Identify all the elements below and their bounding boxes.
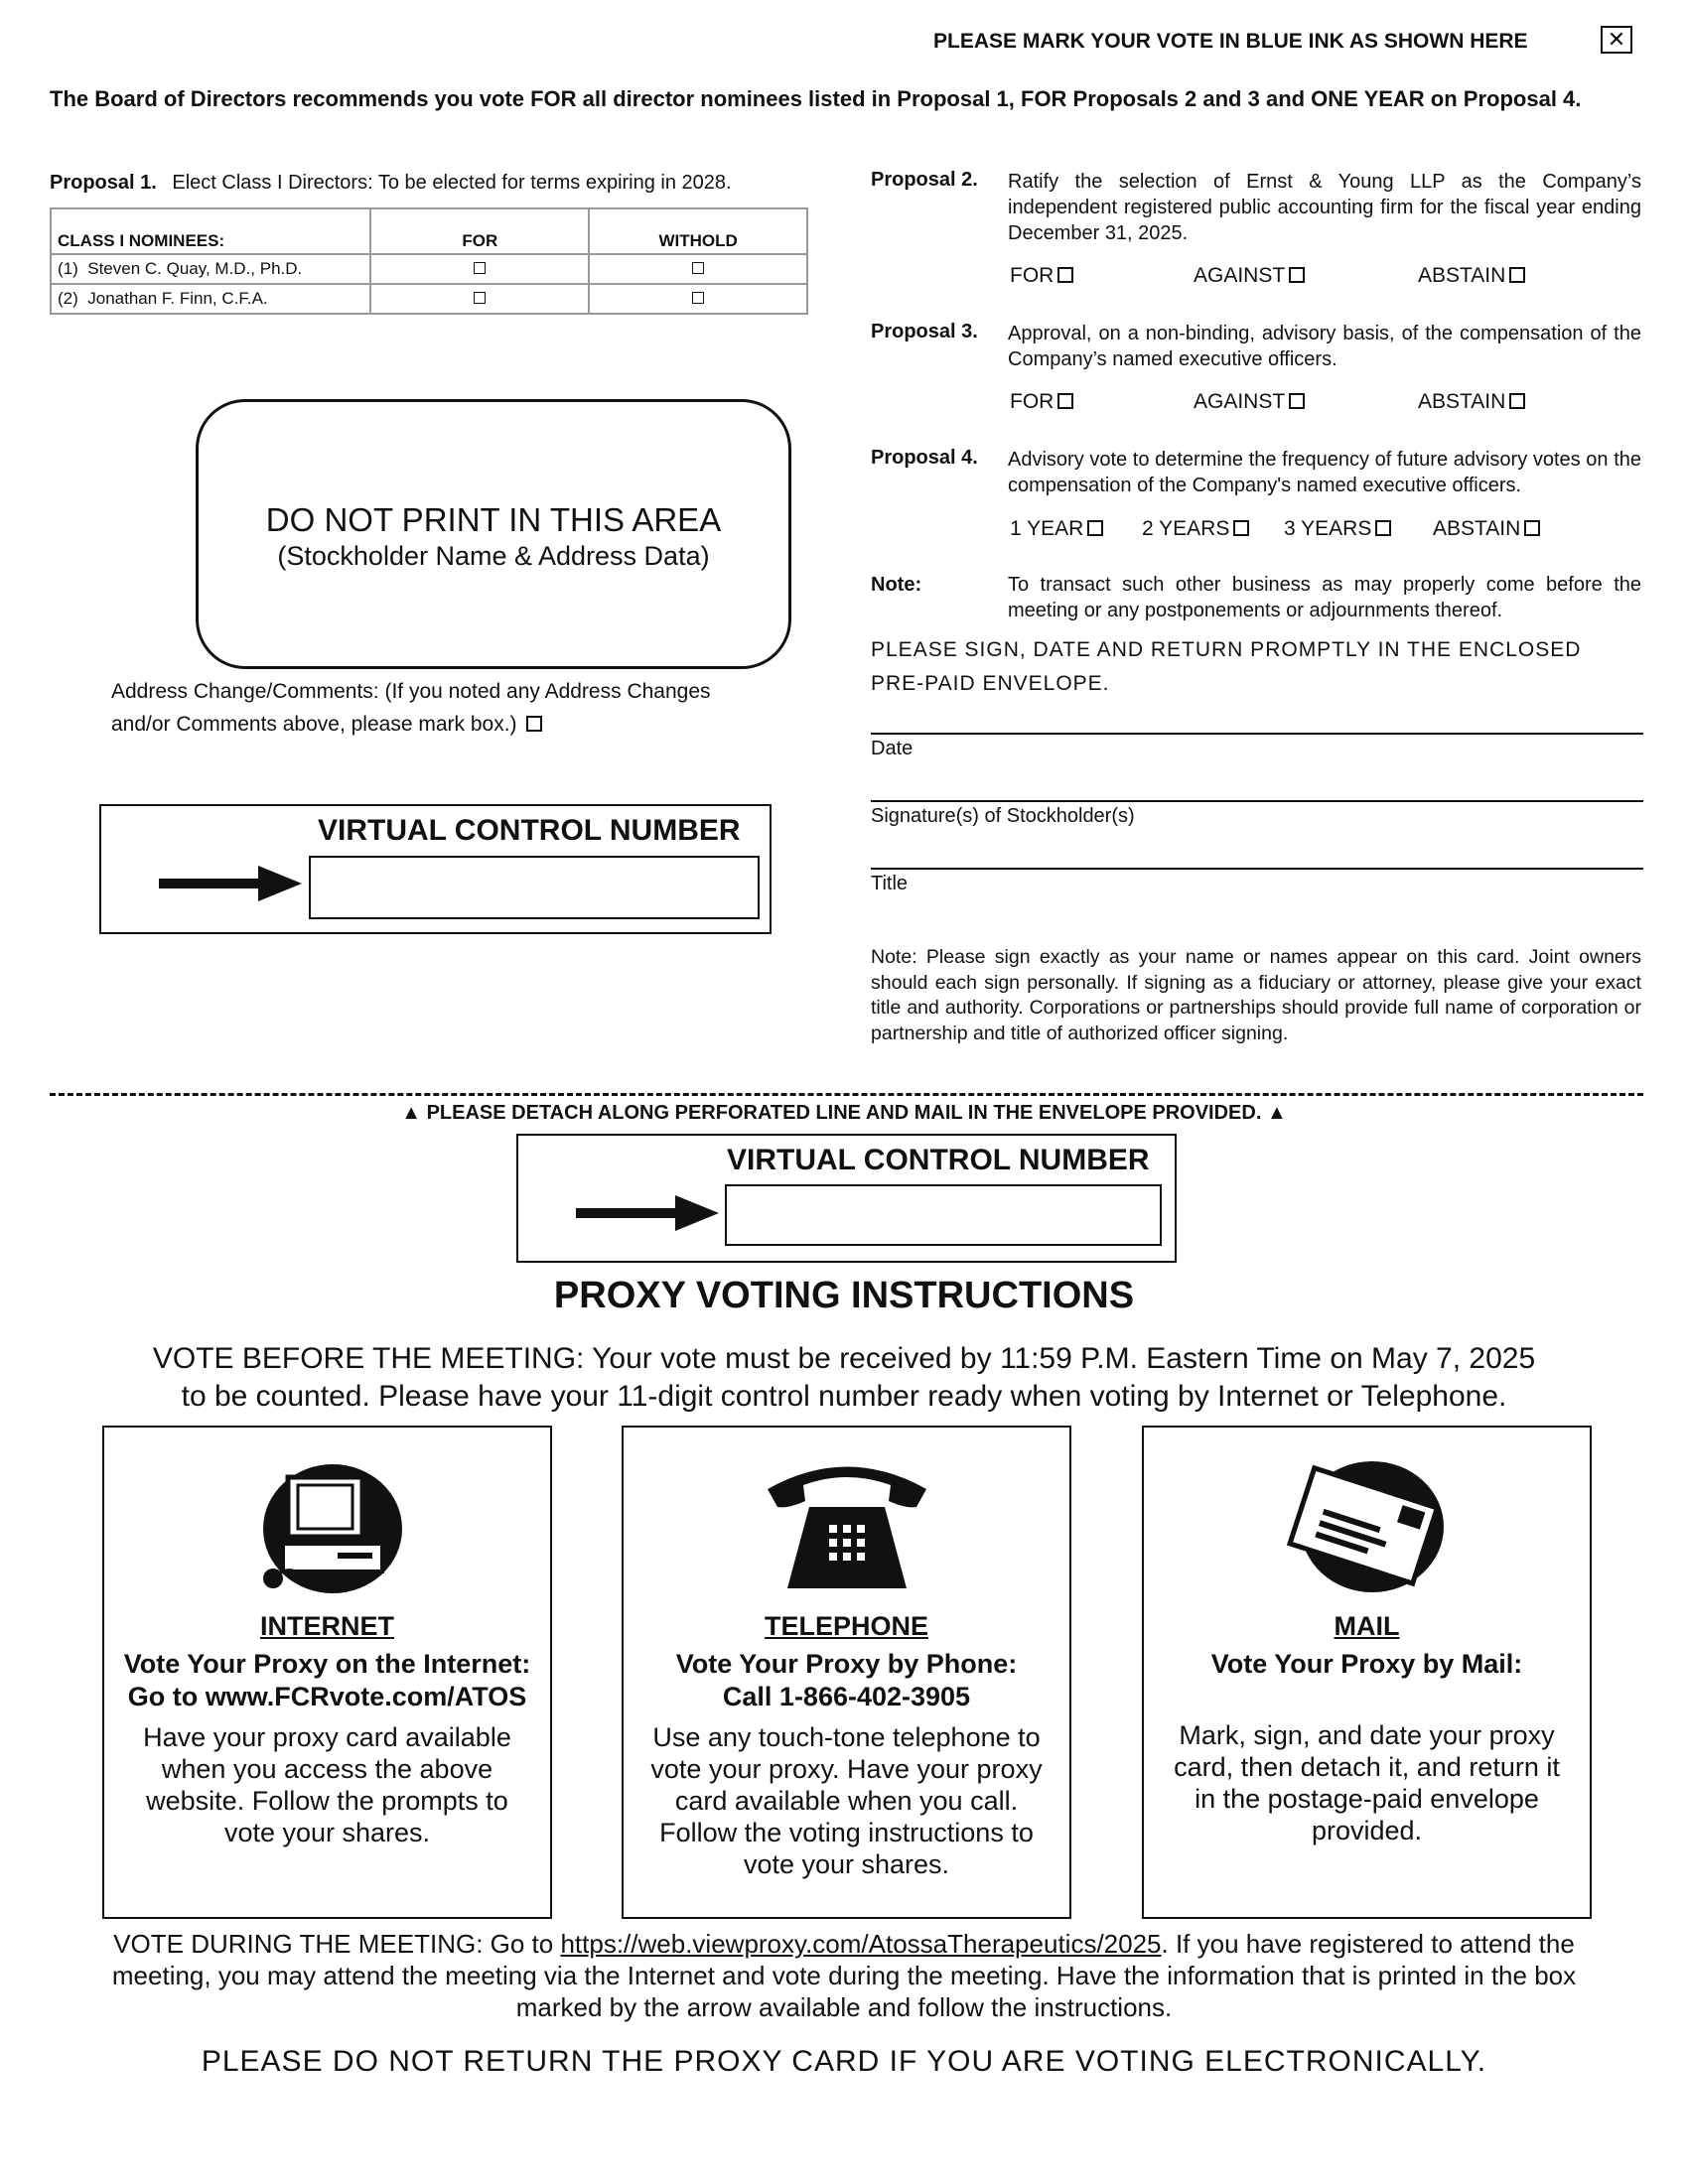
internet-method-box [102, 1426, 552, 1919]
proposal-3-for-checkbox[interactable] [1057, 393, 1073, 409]
nominee-1-for-cell [370, 254, 589, 284]
address-change-line2: and/or Comments above, please mark box.) [111, 713, 517, 736]
proposal-3-text: Approval, on a non-binding, advisory basis, of the compensation of the Company’s named executive officers. [1008, 323, 1641, 370]
virtual-control-number-field[interactable] [725, 1184, 1162, 1246]
sign-instruction-line1: PLEASE SIGN, DATE AND RETURN PROMPTLY IN THE ENCLOSED [871, 638, 1582, 661]
proposal-3-against-checkbox[interactable] [1289, 393, 1305, 409]
do-not-print-title: DO NOT PRINT IN THIS AREA [265, 501, 722, 538]
date-label: Date [871, 738, 914, 759]
arrow-right-icon [576, 1191, 721, 1237]
note-label: Note: [871, 574, 922, 596]
proposal-2-against-checkbox[interactable] [1289, 267, 1305, 283]
do-not-print-area [196, 399, 791, 669]
mail-sub1: Vote Your Proxy by Mail: [1210, 1649, 1523, 1679]
nominee-2-withold-cell [589, 284, 807, 314]
mark-example-box: ✕ [1601, 26, 1632, 54]
arrow-right-icon [159, 862, 304, 907]
vote-during-meeting [99, 1928, 1589, 2023]
signature-line[interactable] [871, 800, 1643, 802]
nominee-number: (1) [58, 259, 78, 278]
proposal-4-one-year-checkbox[interactable] [1087, 520, 1103, 536]
proposal-2-abstain-checkbox[interactable] [1509, 267, 1525, 283]
nominee-cell [51, 254, 370, 284]
perforated-line [50, 1093, 1643, 1096]
nominee-1-withold-checkbox[interactable] [692, 262, 704, 274]
proposal-2-label: Proposal 2. [871, 169, 978, 191]
table-row [51, 284, 807, 314]
address-change [111, 675, 711, 741]
telephone-heading: TELEPHONE [764, 1611, 929, 1641]
telephone-body: Use any touch-tone telephone to vote your proxy. Have your proxy card available when you call. Follow the voting instructions to vote your shares. [650, 1722, 1043, 1879]
arrow-up-icon: ▲ [1266, 1102, 1287, 1124]
proposal-4-label: Proposal 4. [871, 447, 978, 469]
nominee-name: Steven C. Quay, M.D., Ph.D. [87, 259, 303, 278]
final-notice: PLEASE DO NOT RETURN THE PROXY CARD IF YOU ARE VOTING ELECTRONICALLY. [201, 2045, 1487, 2078]
internet-sub2: Go to www.FCRvote.com/ATOS [127, 1682, 527, 1711]
vote-before-meeting [0, 1340, 1688, 1416]
board-recommendation: The Board of Directors recommends you vote FOR all director nominees listed in Proposal 1, FOR Proposals 2 and 3 and ONE YEAR on Proposal 4. [50, 86, 1582, 111]
nominee-2-for-checkbox[interactable] [474, 292, 486, 304]
vote-before-line2: to be counted. Please have your 11-digit control number ready when voting by Internet or Telephone. [181, 1380, 1507, 1413]
title-label: Title [871, 873, 909, 894]
nominee-cell [51, 284, 370, 314]
detach-instruction [0, 1102, 1688, 1125]
mail-method-box [1142, 1426, 1592, 1919]
mail-heading: MAIL [1334, 1611, 1400, 1641]
proposal-4-three-years-checkbox[interactable] [1375, 520, 1391, 536]
address-change-checkbox[interactable] [526, 716, 542, 732]
nominee-1-withold-cell [589, 254, 807, 284]
mark-instruction: PLEASE MARK YOUR VOTE IN BLUE INK AS SHOWN HERE [933, 30, 1528, 53]
nominees-header-row [51, 208, 807, 254]
proposal-3-abstain: ABSTAIN [1418, 390, 1525, 414]
vote-during-prefix: VOTE DURING THE MEETING: Go to [113, 1929, 561, 1959]
table-row [51, 254, 807, 284]
proposal-4-abstain: ABSTAIN [1433, 517, 1540, 541]
proposal-3-label: Proposal 3. [871, 321, 978, 342]
proposal-4-two-years-checkbox[interactable] [1233, 520, 1249, 536]
nominee-2-withold-checkbox[interactable] [692, 292, 704, 304]
detach-text: PLEASE DETACH ALONG PERFORATED LINE AND MAIL IN THE ENVELOPE PROVIDED. [426, 1102, 1262, 1124]
arrow-up-icon: ▲ [401, 1102, 422, 1124]
sign-instruction-line2: PRE-PAID ENVELOPE. [871, 672, 1110, 695]
note-text: To transact such other business as may properly come before the meeting or any postponements or adjournments thereof. [1008, 574, 1641, 621]
vote-before-line1: VOTE BEFORE THE MEETING: Your vote must be received by 11:59 P.M. Eastern Time on May 7, 2025 [152, 1342, 1536, 1375]
date-line[interactable] [871, 733, 1643, 735]
proposal-3-for: FOR [1010, 390, 1073, 414]
proposal-2-abstain: ABSTAIN [1418, 264, 1525, 288]
proposal-2-text: Ratify the selection of Ernst & Young LLP as the Company’s independent registered public accounting firm for the fiscal year ending December 31, 2025. [1008, 171, 1641, 244]
telephone-method-box [622, 1426, 1071, 1919]
proposal-1-label: Proposal 1. [50, 172, 157, 194]
proposal-2-for: FOR [1010, 264, 1073, 288]
address-change-line1: Address Change/Comments: (If you noted any Address Changes [111, 680, 711, 703]
vote-during-link[interactable]: https://web.viewproxy.com/AtossaTherapeutics/2025 [560, 1929, 1162, 1959]
telephone-sub2: Call 1-866-402-3905 [722, 1682, 971, 1711]
proposal-2-against: AGAINST [1194, 264, 1305, 288]
signature-label: Signature(s) of Stockholder(s) [871, 805, 1135, 827]
telephone-sub1: Vote Your Proxy by Phone: [675, 1649, 1018, 1679]
internet-sub1: Vote Your Proxy on the Internet: [123, 1649, 531, 1679]
proposal-2-for-checkbox[interactable] [1057, 267, 1073, 283]
proposal-1-heading [50, 172, 732, 195]
envelope-icon [1278, 1449, 1457, 1598]
proposal-4-one-year: 1 YEAR [1010, 517, 1103, 541]
internet-heading: INTERNET [260, 1611, 394, 1641]
proposal-3-abstain-checkbox[interactable] [1509, 393, 1525, 409]
proposal-4-two-years: 2 YEARS [1142, 517, 1249, 541]
nominee-1-for-checkbox[interactable] [474, 262, 486, 274]
virtual-control-box-bottom [516, 1134, 1177, 1263]
mail-body: Mark, sign, and date your proxy card, then detach it, and return it in the postage-paid envelope provided. [1174, 1720, 1560, 1845]
nominee-number: (2) [58, 289, 78, 308]
internet-body: Have your proxy card available when you access the above website. Follow the prompts to vote your shares. [143, 1722, 511, 1847]
nominees-header-withold: WITHOLD [589, 208, 807, 254]
proposal-4-three-years: 3 YEARS [1284, 517, 1391, 541]
nominees-table [50, 207, 808, 315]
sign-instruction [871, 633, 1581, 701]
proposal-4-abstain-checkbox[interactable] [1524, 520, 1540, 536]
signing-note: Note: Please sign exactly as your name or names appear on this card. Joint owners should each sign personally. If signing as a fiduciary or attorney, please give your exact title and authority. Corporations or partnerships should provide full name of corporation or partnership and title of authorized officer signing. [871, 946, 1641, 1044]
nominees-header-for: FOR [370, 208, 589, 254]
proposal-3-against: AGAINST [1194, 390, 1305, 414]
telephone-icon [758, 1449, 936, 1598]
do-not-print-subtitle: (Stockholder Name & Address Data) [277, 541, 710, 571]
nominees-header-name: CLASS I NOMINEES: [51, 208, 370, 254]
virtual-control-label: VIRTUAL CONTROL NUMBER [318, 814, 741, 847]
nominee-name: Jonathan F. Finn, C.F.A. [87, 289, 268, 308]
computer-icon [243, 1449, 412, 1598]
virtual-control-label: VIRTUAL CONTROL NUMBER [727, 1144, 1150, 1176]
vote-during-suffix: . If you have registered to attend the meeting, you may attend the meeting via the Internet and vote during the meeting. Have the information that is printed in the box marked by the arrow available and follow the instructions. [111, 1929, 1577, 2022]
proposal-4-text: Advisory vote to determine the frequency of future advisory votes on the compensation of the Company's named executive officers. [1008, 449, 1641, 496]
instructions-title: PROXY VOTING INSTRUCTIONS [553, 1275, 1135, 1316]
virtual-control-box [99, 804, 772, 934]
title-line[interactable] [871, 868, 1643, 870]
internet-vote-link[interactable]: www.FCRvote.com/ATOS [205, 1682, 527, 1711]
proposal-1-text: Elect Class I Directors: To be elected for terms expiring in 2028. [172, 172, 732, 194]
nominee-2-for-cell [370, 284, 589, 314]
virtual-control-number-field[interactable] [309, 856, 760, 919]
